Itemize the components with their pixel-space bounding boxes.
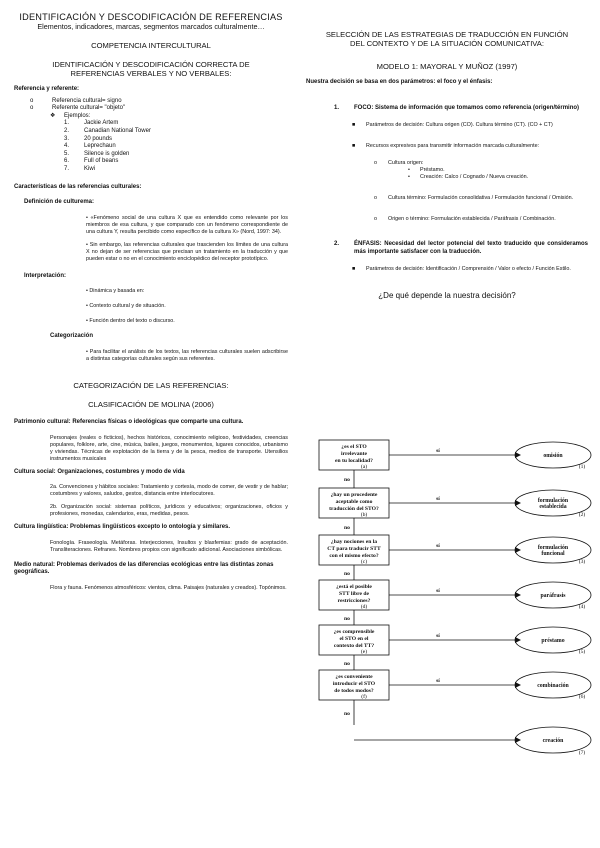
medio-heading: Medio natural: Problemas derivados de las diferencias ecológicas entre las distintas zonas geográficas. [14, 561, 274, 576]
right-title-line2: DEL CONTEXTO Y DE LA SITUACIÓN COMUNICATIVA: [350, 39, 544, 48]
flow-q-l2: irrelevante [341, 451, 367, 457]
flow-q-l3: restricciones? [337, 598, 371, 604]
list-item: 4. Leprechaun [64, 143, 116, 150]
flow-no-label: no [344, 477, 350, 483]
flow-q-l3: contexto del TT? [333, 643, 375, 649]
competencia-heading: COMPETENCIA INTERCULTURAL [91, 41, 211, 50]
flow-result-tag: (2) [578, 512, 586, 518]
clasificacion-title: CLASIFICACIÓN DE MOLINA (2006) [88, 399, 214, 409]
flow-yes-label: sí [436, 678, 440, 684]
flow-q-tag: (e) [360, 649, 368, 655]
referencias-label: Referencia y referente: [14, 86, 80, 92]
flow-q-l1: ¿hay nociones en la [330, 539, 378, 545]
list-item: 7. Kiwi [64, 165, 96, 172]
definicion-p2: • Sin embargo, las referencias culturales que trascienden los límites de una cultura X no dejan de ser referencias que precisan un tratamiento en la traducción y que pueden estar o no en el conocimiento enciclopédico del receptor prototípico. [86, 241, 288, 262]
enfasis-item: 2. ÉNFASIS: Necesidad del lector potencial del texto traducido que consideramos más importante satisfacer con la traducción. [334, 241, 588, 255]
left-subtitle: Elementos, indicadores, marcas, segmentos marcados culturalmente… [37, 22, 265, 31]
prestamo-item: • Préstamo. [408, 167, 445, 174]
social-heading: Cultura social: Organizaciones, costumbres y modo de vida [14, 468, 185, 475]
flow-q-l1: ¿es el STO [341, 444, 367, 450]
termino-item: o Cultura término: Formulación consolidativa / Formulación funcional / Omisión. [374, 195, 574, 202]
flow-final-result: creación [542, 738, 564, 744]
flow-result: formulación [537, 545, 569, 551]
flow-no-label: no [344, 661, 350, 667]
categorizacion-label: Categorización [50, 333, 94, 340]
medio-p: Flora y fauna. Fenómenos atmosféricos: vientos, clima. Paisajes (naturales y creados). Topónimos. [50, 584, 287, 591]
flow-q-tag: (b) [360, 512, 368, 518]
flow-q-l3: con el mismo efecto? [329, 553, 379, 559]
flow-result-tag: (5) [578, 649, 586, 655]
enfasis-param: ■ Parámetros de decisión: Identificación / Comprensión / Valor o efecto / Función Estilo. [352, 266, 571, 273]
flow-q-l2: introducir el STO [332, 681, 376, 687]
flow-no-label: no [344, 525, 350, 531]
origen-item: o Cultura origen: [374, 160, 424, 167]
flow-result-tag: (6) [578, 694, 586, 700]
flow-q-tag: (a) [360, 464, 368, 470]
flow-q-l3: en tu localidad? [335, 458, 373, 464]
heading2-line2: REFERENCIAS VERBALES Y NO VERBALES: [70, 69, 232, 78]
creacion-item: • Creación: Calco / Cognado / Nueva creación. [408, 174, 529, 181]
flow-q-tag: (d) [360, 604, 368, 610]
interp-item: • Dinámica y basada en: [86, 288, 145, 295]
square-bullet-icon: ■ [352, 122, 356, 129]
question-heading: ¿De qué depende la nuestra decisión? [378, 291, 516, 301]
definicion-label: Definición de culturema: [24, 199, 95, 206]
categorizacion-p: • Para facilitar el análisis de los textos, las referencias culturales suelen adscribirse a distintas categorías culturales según sus referentes. [86, 348, 288, 362]
flow-result-tag: (3) [578, 559, 586, 565]
flow-final-tag: (7) [578, 750, 586, 756]
cat-title: CATEGORIZACIÓN DE LAS REFERENCIAS: [73, 380, 229, 390]
interpretacion-label: Interpretación: [24, 272, 67, 279]
list-item: o Referencia cultural= signo [30, 97, 122, 104]
intro-text: Nuestra decisión se basa en dos parámetros: el foco y el énfasis: [306, 79, 493, 85]
flow-yes-label: sí [436, 588, 440, 594]
flow-q-l1: ¿es comprensible [333, 629, 375, 635]
flow-q-l2: el STO en el [339, 636, 369, 642]
patrimonio-heading: Patrimonio cultural: Referencias físicas o ideológicas que comparte una cultura. [14, 418, 244, 425]
flow-q-tag: (c) [360, 559, 368, 565]
flow-result-l2: funcional [541, 551, 565, 557]
flow-no-label: no [344, 711, 350, 717]
flow-q-l2: CT para traducir STT [327, 546, 381, 552]
flow-q-l2: aceptable como [335, 499, 373, 505]
flow-result: combinación [537, 683, 569, 689]
interp-item: • Contexto cultural y de situación. [86, 303, 166, 310]
foco-param: ■ Parámetros de decisión: Cultura origen (CO). Cultura término (CT). (CO + CT) [352, 122, 553, 129]
foco-item: 1. FOCO: Sistema de información que tomamos como referencia (origen/término) [334, 104, 580, 111]
flow-yes-label: sí [436, 633, 440, 639]
patrimonio-p: Personajes (reales o ficticios), hechos históricos, conocimiento religioso, festividades, creencias populares, folklore, arte, cine, música, bailes, juegos, monumentos, lugares conocidos, urbanismo y viviendas. Técnicas de explotación de la tierra y de la pesca, medios de transporte. Utensilios instrumentos musicales [50, 434, 288, 462]
definicion-p1: • «Fenómeno social de una cultura X que es entendido como relevante por los miembros de esa cultura, y que comparado con un fenómeno correspondiente de una cultura Y, resulta percibido como específico de la cultura X» (Nord, 1997: 34). [86, 214, 288, 235]
interp-item: • Función dentro del texto o discurso. [86, 318, 175, 325]
caracteristicas-label: Características de las referencias culturales: [14, 183, 142, 190]
square-bullet-icon: ■ [352, 266, 356, 273]
heading2-line1: IDENTIFICACIÓN Y DESCODIFICACIÓN CORRECTA DE [52, 60, 250, 69]
flow-result: omisión [543, 453, 563, 459]
flow-yes-label: sí [436, 543, 440, 549]
flow-q-l1: ¿es conveniente [335, 674, 373, 680]
flow-result-tag: (1) [578, 464, 586, 470]
left-title: IDENTIFICACIÓN Y DESCODIFICACIÓN DE REFERENCIAS [19, 12, 283, 22]
flow-result: formulación [537, 498, 569, 504]
flow-q-tag: (f) [361, 694, 367, 700]
list-item: 6. Full of beans [64, 158, 119, 165]
flow-no-label: no [344, 571, 350, 577]
foco-recursos: ■ Recursos expresivos para transmitir información marcada culturalmente: [352, 143, 540, 150]
list-item: 5. Silence is golden [64, 150, 130, 157]
modelo-heading: MODELO 1: MAYORAL Y MUÑOZ (1997) [376, 62, 518, 71]
right-title-line1: SELECCIÓN DE LAS ESTRATEGIAS DE TRADUCCIÓN EN FUNCIÓN [325, 30, 569, 39]
list-item: o Referente cultural= "objeto" [30, 105, 126, 112]
social-2b: 2b. Organización social: sistemas políticos, jurídicos y educativos; organizaciones, oficios y profesiones, monedas, calendarios, eras, medidas, pesos. [50, 504, 288, 518]
flow-q-l3: de todos modos? [334, 688, 374, 694]
flow-result: paráfrasis [540, 593, 566, 599]
list-item: 3. 20 pounds [64, 135, 113, 142]
linguistica-heading: Cultura lingüística: Problemas lingüísticos excepto lo ontología y similares. [14, 524, 231, 531]
flow-result-l2: establecida [539, 504, 567, 510]
diamond-bullet-icon: ❖ [50, 112, 56, 119]
flow-result: préstamo [541, 638, 565, 644]
flow-q-l1: ¿hay un procedente [330, 492, 378, 498]
flow-result-tag: (4) [578, 604, 586, 610]
flow-no-label: no [344, 616, 350, 622]
flow-yes-label: sí [436, 448, 440, 454]
social-2a: 2a. Convenciones y hábitos sociales: Tratamiento y cortesía, modo de comer, de vestir y de hablar; costumbres y valores, saludos, gestos, distancia entre interlocutores. [50, 484, 288, 498]
linguistica-p: Fonología. Fraseología. Metáforas. Interjecciones, Insultos y blasfemias: grado de aceptación. Transliteraciones. Refranes. Nombres propios con significado adicional. Asociaciones simbólicas. [50, 539, 288, 553]
origen-termino-item: o Origen o término: Formulación establecida / Paráfrasis / Combinación. [374, 216, 556, 223]
ejemplos-label: Ejemplos: [64, 112, 91, 119]
flow-q-l2: STT libre de [339, 591, 369, 597]
square-bullet-icon: ■ [352, 143, 356, 150]
flow-q-l1: ¿está el posible [336, 584, 372, 590]
flow-q-l3: traducción del STO? [329, 506, 379, 512]
list-item: 2. Canadian National Tower [64, 127, 151, 134]
flow-yes-label: sí [436, 496, 440, 502]
list-item: 1. Jackie Artem [64, 120, 119, 127]
